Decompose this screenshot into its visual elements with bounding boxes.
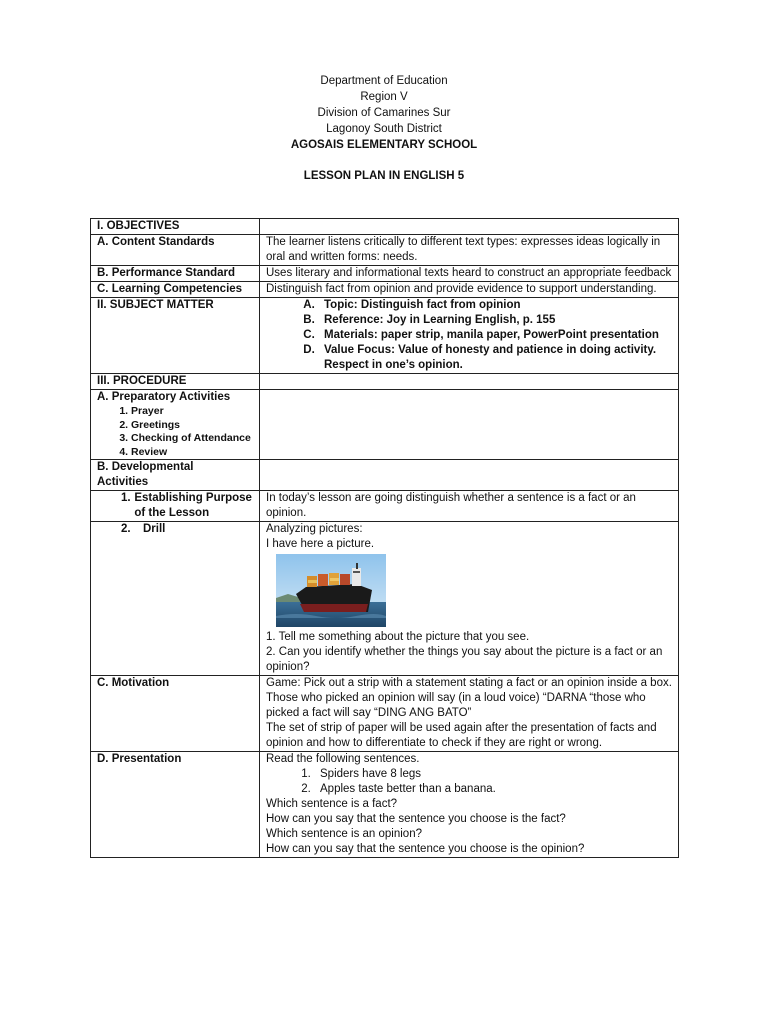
list-item: 1. Spiders have 8 legs xyxy=(314,767,672,782)
list-item: D. Value Focus: Value of honesty and patience in doing activity. Respect in one’s opinion. xyxy=(318,343,672,373)
list-item: 4. Review xyxy=(131,446,253,460)
presentation-label: D. Presentation xyxy=(91,752,260,858)
header-division: Division of Camarines Sur xyxy=(317,107,451,119)
presentation-question-3: Which sentence is an opinion? xyxy=(266,828,422,840)
header-region: Region V xyxy=(360,91,408,103)
content-standards-label: A. Content Standards xyxy=(91,235,260,266)
document-header xyxy=(0,73,768,153)
drill-cell xyxy=(91,522,260,676)
drill-line-2: I have here a picture. xyxy=(266,538,375,550)
table-row xyxy=(91,491,679,522)
presentation-intro: Read the following sentences. xyxy=(266,753,420,765)
table-row xyxy=(91,460,679,491)
preparatory-list xyxy=(97,405,253,459)
presentation-question-4: How can you say that the sentence you choose is the opinion? xyxy=(266,843,585,855)
performance-standard-label: B. Performance Standard xyxy=(91,266,260,282)
presentation-list xyxy=(266,767,672,797)
subject-matter-list xyxy=(266,298,672,373)
drill-number: 2. xyxy=(121,523,131,535)
drill-question-2: 2. Can you identify whether the things you say about the picture is a fact or an opinion? xyxy=(266,646,663,673)
table-row xyxy=(91,219,679,235)
empty-cell xyxy=(260,374,679,390)
table-row xyxy=(91,266,679,282)
table-row xyxy=(91,282,679,298)
motivation-content xyxy=(260,676,679,752)
purpose-number: 1. xyxy=(121,492,131,504)
header-district: Lagonoy South District xyxy=(326,123,442,135)
motivation-text-2: The set of strip of paper will be used again after the presentation of facts and opinion and how to differentiate to check if they are right or wrong. xyxy=(266,722,657,749)
drill-line-1: Analyzing pictures: xyxy=(266,523,363,535)
preparatory-activities-cell xyxy=(91,390,260,460)
drill-question-1: 1. Tell me something about the picture that you see. xyxy=(266,631,530,643)
learning-competencies-text: Distinguish fact from opinion and provide evidence to support understanding. xyxy=(260,282,679,298)
purpose-label: Establishing Purpose of the Lesson xyxy=(134,492,252,519)
list-item: 2. Greetings xyxy=(131,419,253,433)
purpose-text: In today’s lesson are going distinguish whether a sentence is a fact or an opinion. xyxy=(260,491,679,522)
cargo-ship-image xyxy=(276,554,386,627)
table-row xyxy=(91,676,679,752)
table-row xyxy=(91,235,679,266)
table-row xyxy=(91,390,679,460)
table-row xyxy=(91,298,679,374)
list-item: C. Materials: paper strip, manila paper, PowerPoint presentation xyxy=(318,328,672,343)
procedure-heading: III. PROCEDURE xyxy=(91,374,260,390)
list-item: A. Topic: Distinguish fact from opinion xyxy=(318,298,672,313)
header-school: AGOSAIS ELEMENTARY SCHOOL xyxy=(290,139,478,151)
preparatory-activities-label: A. Preparatory Activities xyxy=(97,391,231,403)
purpose-cell xyxy=(91,491,260,522)
performance-standard-text: Uses literary and informational texts heard to construct an appropriate feedback xyxy=(260,266,679,282)
empty-cell xyxy=(260,460,679,491)
table-row xyxy=(91,752,679,858)
content-standards-text: The learner listens critically to different text types: expresses ideas logically in oral and written forms: needs. xyxy=(260,235,679,266)
presentation-content xyxy=(260,752,679,858)
empty-cell xyxy=(260,219,679,235)
subject-matter-heading: II. SUBJECT MATTER xyxy=(91,298,260,374)
table-row xyxy=(91,522,679,676)
list-item: 2. Apples taste better than a banana. xyxy=(314,782,672,797)
drill-content xyxy=(260,522,679,676)
document-title: LESSON PLAN IN ENGLISH 5 xyxy=(303,170,465,182)
list-item: 3. Checking of Attendance xyxy=(131,432,253,446)
presentation-question-1: Which sentence is a fact? xyxy=(266,798,398,810)
subject-matter-cell xyxy=(260,298,679,374)
list-item: B. Reference: Joy in Learning English, p. 155 xyxy=(318,313,672,328)
motivation-label: C. Motivation xyxy=(91,676,260,752)
learning-competencies-label: C. Learning Competencies xyxy=(91,282,260,298)
empty-cell xyxy=(260,390,679,460)
presentation-question-2: How can you say that the sentence you choose is the fact? xyxy=(266,813,566,825)
drill-label: Drill xyxy=(143,523,166,535)
motivation-text-1: Game: Pick out a strip with a statement stating a fact or an opinion inside a box. Those who picked an opinion will say (in a loud voice) “DARNA “those who picked a fact will say “DING ANG BATO” xyxy=(266,677,672,719)
developmental-activities-label: B. Developmental Activities xyxy=(91,460,260,491)
table-row xyxy=(91,374,679,390)
header-department: Department of Education xyxy=(320,75,448,87)
objectives-heading: I. OBJECTIVES xyxy=(91,219,260,235)
lesson-plan-table xyxy=(90,218,679,858)
list-item: 1. Prayer xyxy=(131,405,253,419)
